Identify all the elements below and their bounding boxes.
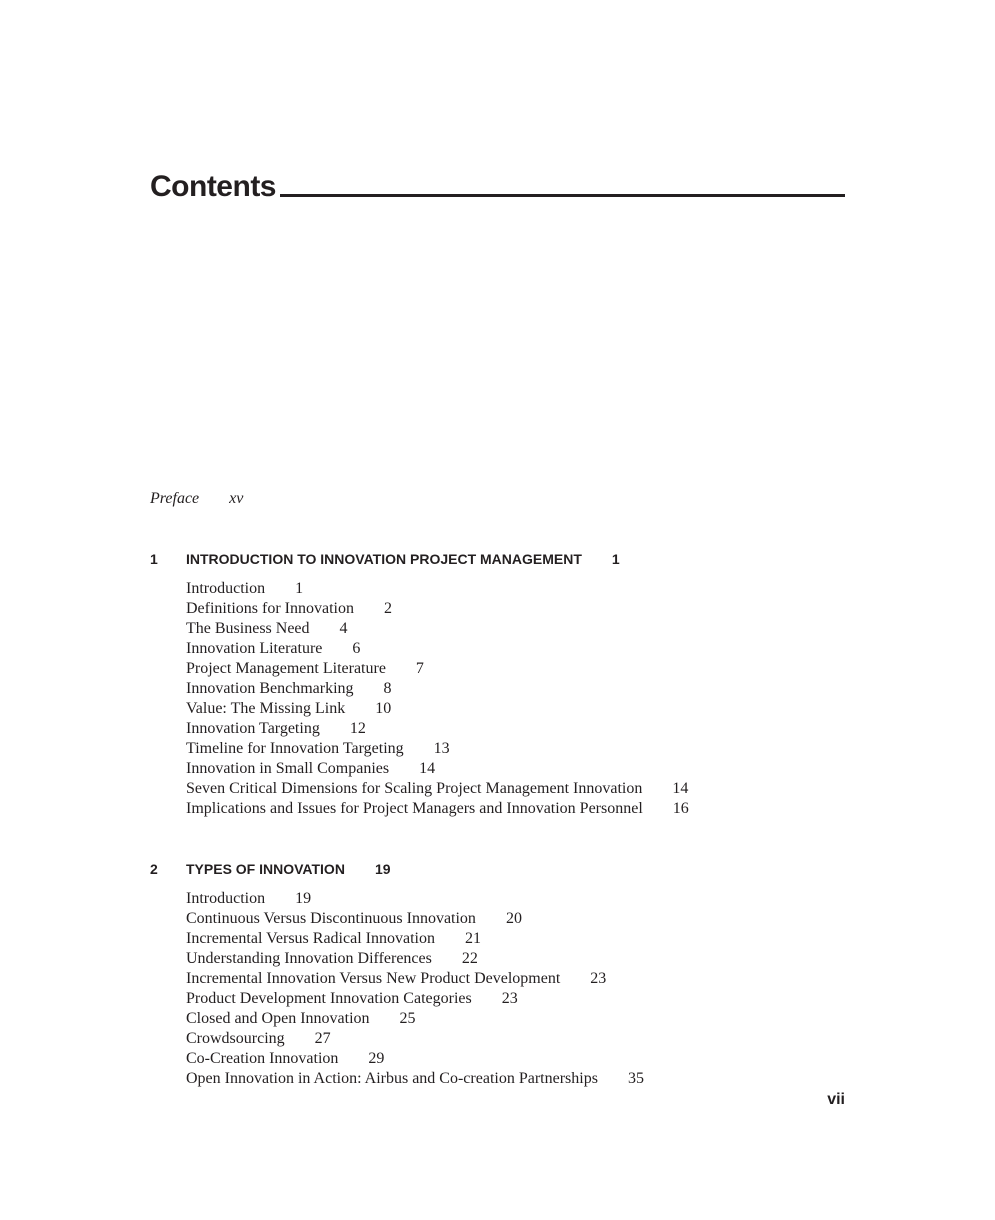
- chapter-1: [150, 549, 850, 819]
- entry-page: 25: [399, 1010, 416, 1027]
- page-number: vii: [827, 1091, 845, 1108]
- entry-page: 8: [383, 680, 392, 697]
- toc-entry[interactable]: [186, 909, 850, 929]
- chapter-page: 1: [611, 551, 620, 567]
- entry-page: 12: [349, 720, 366, 737]
- entry-title: Introduction: [186, 890, 266, 907]
- chapter-number: 2: [150, 861, 158, 877]
- entry-title: Incremental Innovation Versus New Product Development: [186, 970, 561, 987]
- toc-entry[interactable]: [186, 579, 850, 599]
- toc-entry[interactable]: [186, 659, 850, 679]
- entry-page: 10: [375, 700, 392, 717]
- entry-title: Open Innovation in Action: Airbus and Co-creation Partnerships: [186, 1070, 598, 1087]
- toc-entry[interactable]: [186, 1069, 850, 1089]
- entry-title: Implications and Issues for Project Managers and Innovation Personnel: [186, 800, 643, 817]
- toc-entry[interactable]: [186, 989, 850, 1009]
- entry-title: The Business Need: [186, 620, 310, 637]
- entry-title: Timeline for Innovation Targeting: [186, 740, 404, 757]
- toc-entry[interactable]: [186, 679, 850, 699]
- entry-page: 29: [368, 1050, 385, 1067]
- entry-title: Definitions for Innovation: [186, 600, 354, 617]
- toc-entry[interactable]: [186, 759, 850, 779]
- toc-entry[interactable]: [186, 719, 850, 739]
- entry-title: Closed and Open Innovation: [186, 1010, 370, 1027]
- entry-page: 2: [383, 600, 392, 617]
- toc-entry[interactable]: [186, 599, 850, 619]
- page-title: Contents: [150, 170, 276, 203]
- toc-entry[interactable]: [186, 929, 850, 949]
- chapter-title: INTRODUCTION TO INNOVATION PROJECT MANAGEMENT: [186, 551, 582, 567]
- chapter-heading[interactable]: [150, 549, 850, 569]
- entry-title: Project Management Literature: [186, 660, 386, 677]
- toc-entry[interactable]: [186, 1009, 850, 1029]
- toc-entry[interactable]: [186, 639, 850, 659]
- entry-title: Introduction: [186, 580, 266, 597]
- entry-page: 22: [461, 950, 478, 967]
- entry-page: 19: [295, 890, 312, 907]
- chapter-number: 1: [150, 551, 158, 567]
- preface-page: xv: [229, 490, 244, 507]
- toc-entry[interactable]: [186, 949, 850, 969]
- chapter-heading[interactable]: [150, 859, 850, 879]
- chapter-2: [150, 859, 850, 1089]
- entry-page: 27: [314, 1030, 331, 1047]
- entry-page: 23: [590, 970, 607, 987]
- entry-title: Innovation Targeting: [186, 720, 320, 737]
- entry-page: 23: [501, 990, 518, 1007]
- entry-page: 13: [433, 740, 450, 757]
- contents-heading: [150, 165, 845, 205]
- entry-title: Innovation Benchmarking: [186, 680, 354, 697]
- toc-entry[interactable]: [186, 619, 850, 639]
- entry-page: 16: [672, 800, 689, 817]
- entry-title: Incremental Versus Radical Innovation: [186, 930, 435, 947]
- entry-title: Co-Creation Innovation: [186, 1050, 339, 1067]
- entry-title: Innovation Literature: [186, 640, 323, 657]
- chapter-page: 19: [374, 861, 391, 877]
- toc-entry[interactable]: [186, 1049, 850, 1069]
- entry-title: Value: The Missing Link: [186, 700, 346, 717]
- entry-title: Continuous Versus Discontinuous Innovation: [186, 910, 476, 927]
- entry-title: Crowdsourcing: [186, 1030, 285, 1047]
- entry-title: Innovation in Small Companies: [186, 760, 390, 777]
- entry-page: 14: [419, 760, 436, 777]
- chapter-title: TYPES OF INNOVATION: [186, 861, 345, 877]
- toc-entry[interactable]: [186, 699, 850, 719]
- entry-page: 20: [505, 910, 522, 927]
- entry-page: 21: [464, 930, 481, 947]
- entry-page: 14: [672, 780, 689, 797]
- toc-entry[interactable]: [186, 779, 850, 799]
- toc-entry[interactable]: [186, 1029, 850, 1049]
- toc-entry[interactable]: [186, 739, 850, 759]
- entry-page: 4: [339, 620, 348, 637]
- entry-page: 35: [627, 1070, 644, 1087]
- entry-title: Seven Critical Dimensions for Scaling Project Management Innovation: [186, 780, 643, 797]
- title-rule: [280, 194, 845, 197]
- entry-page: 1: [295, 580, 304, 597]
- entry-list: [186, 579, 850, 819]
- entry-list: [186, 889, 850, 1089]
- entry-page: 7: [415, 660, 424, 677]
- preface-entry[interactable]: [150, 489, 243, 509]
- preface-label: Preface: [150, 490, 200, 507]
- toc-entry[interactable]: [186, 969, 850, 989]
- toc-entry[interactable]: [186, 799, 850, 819]
- toc-entry[interactable]: [186, 889, 850, 909]
- entry-title: Product Development Innovation Categories: [186, 990, 472, 1007]
- entry-page: 6: [352, 640, 361, 657]
- entry-title: Understanding Innovation Differences: [186, 950, 432, 967]
